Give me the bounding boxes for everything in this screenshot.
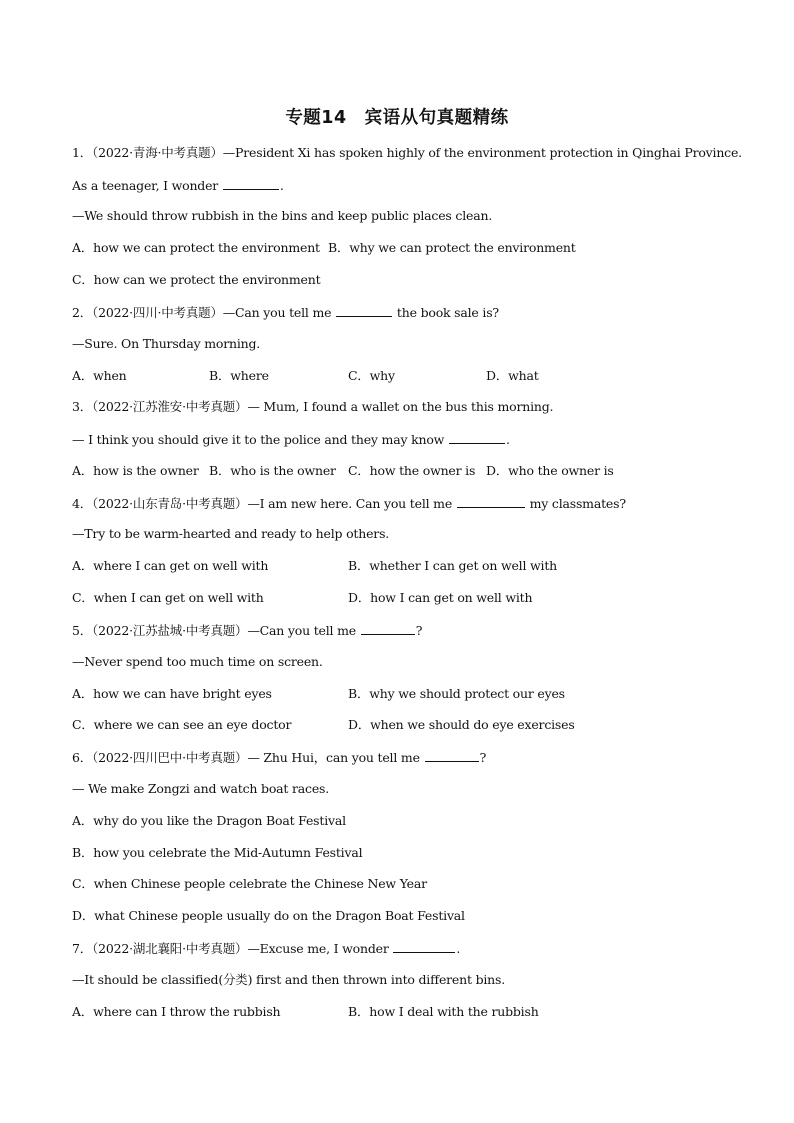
question-3-option-d: D．who the owner is — [486, 463, 614, 478]
question-3-stem: 3．（2022·江苏淮安·中考真题）— Mum, I found a wallet on the bus this morning. — [72, 399, 554, 414]
question-5-option-b: B．why we should protect our eyes — [348, 686, 565, 701]
question-5-option-a: A．how we can have bright eyes — [72, 686, 272, 701]
answer-blank — [361, 622, 415, 635]
question-3-option-b: B．who is the owner — [209, 463, 336, 478]
question-4-option-b: B．whether I can get on well with — [348, 558, 558, 573]
question-2-option-d: D．what — [486, 368, 539, 383]
question-3-option-c: C．how the owner is — [348, 463, 476, 478]
question-5-option-c: C．where we can see an eye doctor — [72, 717, 292, 732]
question-1-reply: —We should throw rubbish in the bins and keep public places clean. — [72, 208, 493, 223]
question-4-reply: —Try to be warm-hearted and ready to help others. — [72, 526, 390, 541]
page-title: 专题14 宾语从句真题精练 — [285, 108, 509, 128]
question-6-reply: — We make Zongzi and watch boat races. — [72, 781, 330, 796]
question-2-option-a: A．when — [72, 368, 127, 383]
question-7-option-a: A．where can I throw the rubbish — [72, 1004, 281, 1019]
question-1-stem: 1．（2022·青海·中考真题）—President Xi has spoken highly of the environment protection in Qinghai Province. — [72, 145, 742, 160]
question-1-option-a: A．how we can protect the environment — [72, 240, 320, 255]
question-4-option-d: D．how I can get on well with — [348, 590, 533, 605]
answer-blank — [393, 940, 455, 953]
answer-blank — [223, 177, 279, 190]
question-6-option-d: D．what Chinese people usually do on the Dragon Boat Festival — [72, 908, 465, 923]
question-6-option-a: A．why do you like the Dragon Boat Festival — [72, 813, 346, 828]
question-1-option-c: C．how can we protect the environment — [72, 272, 321, 287]
question-2-stem: 2．（2022·四川·中考真题）—Can you tell me the book sale is? — [72, 305, 499, 320]
answer-blank — [336, 304, 392, 317]
question-5-stem: 5．（2022·江苏盐城·中考真题）—Can you tell me ? — [72, 623, 423, 638]
question-1-stem-line2: As a teenager, I wonder . — [72, 178, 284, 193]
question-4-option-a: A．where I can get on well with — [72, 558, 269, 573]
question-2-reply: —Sure. On Thursday morning. — [72, 336, 261, 351]
question-6-stem: 6．（2022·四川巴中·中考真题）— Zhu Hui，can you tell me ? — [72, 750, 487, 765]
question-5-option-d: D．when we should do eye exercises — [348, 717, 575, 732]
question-3-reply: — I think you should give it to the police and they may know . — [72, 432, 510, 447]
answer-blank — [449, 431, 505, 444]
question-5-reply: —Never spend too much time on screen. — [72, 654, 323, 669]
question-2-option-b: B．where — [209, 368, 269, 383]
question-3-option-a: A．how is the owner — [72, 463, 199, 478]
answer-blank — [425, 749, 479, 762]
question-4-option-c: C．when I can get on well with — [72, 590, 264, 605]
question-7-reply: —It should be classified(分类) first and then thrown into different bins. — [72, 972, 506, 987]
question-7-option-b: B．how I deal with the rubbish — [348, 1004, 539, 1019]
question-6-option-c: C．when Chinese people celebrate the Chinese New Year — [72, 876, 427, 891]
question-4-stem: 4．（2022·山东青岛·中考真题）—I am new here. Can you tell me my classmates? — [72, 496, 626, 511]
question-1-option-b: B．why we can protect the environment — [328, 240, 576, 255]
answer-blank — [457, 495, 525, 508]
question-2-option-c: C．why — [348, 368, 395, 383]
question-7-stem: 7．（2022·湖北襄阳·中考真题）—Excuse me, I wonder . — [72, 941, 461, 956]
question-6-option-b: B．how you celebrate the Mid-Autumn Festival — [72, 845, 363, 860]
